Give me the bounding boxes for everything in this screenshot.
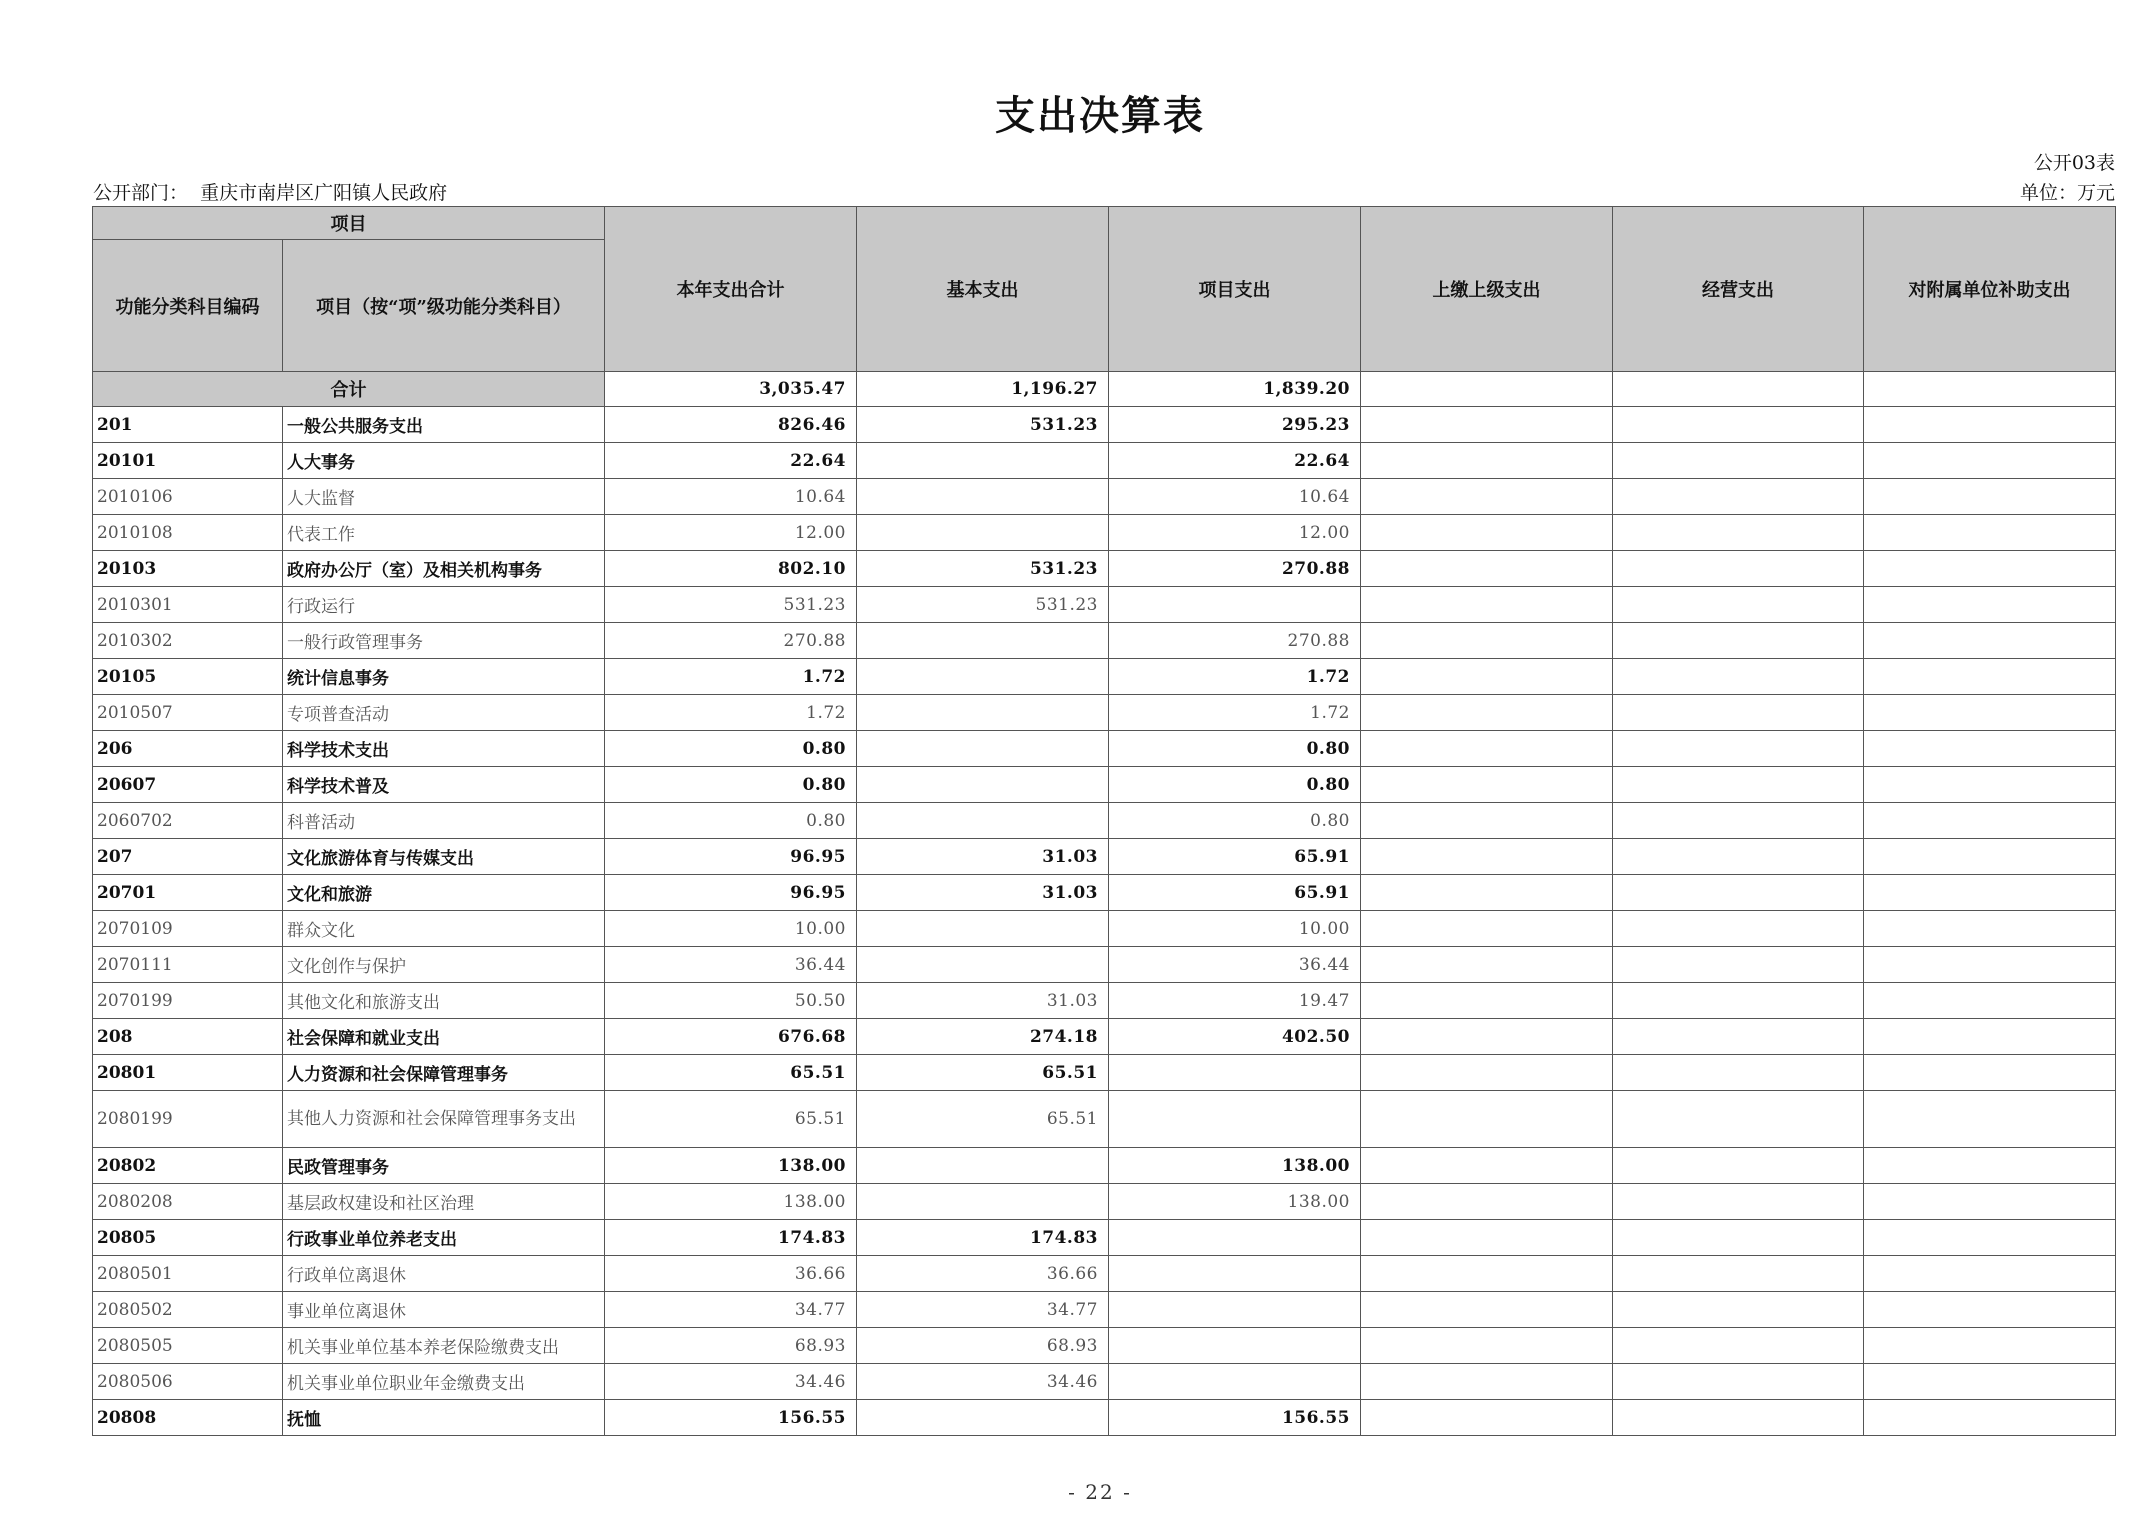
table-row <box>93 1292 2116 1328</box>
table-row <box>93 623 2116 659</box>
total-cell: 0.80 <box>605 767 857 803</box>
project-cell: 36.44 <box>1109 947 1361 983</box>
total-cell: 174.83 <box>605 1220 857 1256</box>
code-cell: 2080199 <box>93 1091 283 1148</box>
upper-cell <box>1361 911 1613 947</box>
total-cell: 676.68 <box>605 1019 857 1055</box>
total-cell-total: 3,035.47 <box>605 372 857 407</box>
business-cell <box>1613 407 1864 443</box>
name-cell: 社会保障和就业支出 <box>283 1019 605 1055</box>
subsidy-cell <box>1864 479 2116 515</box>
name-cell: 政府办公厅（室）及相关机构事务 <box>283 551 605 587</box>
header-subsidy: 对附属单位补助支出 <box>1864 207 2116 372</box>
header-code: 功能分类科目编码 <box>93 240 283 372</box>
subsidy-cell <box>1864 803 2116 839</box>
table-row <box>93 1148 2116 1184</box>
basic-cell: 31.03 <box>857 839 1109 875</box>
header-project: 项目 <box>93 207 605 240</box>
table-body <box>93 372 2116 1436</box>
table-row <box>93 875 2116 911</box>
upper-cell <box>1361 443 1613 479</box>
header-upper: 上缴上级支出 <box>1361 207 1613 372</box>
total-cell: 1.72 <box>605 695 857 731</box>
upper-cell <box>1361 551 1613 587</box>
business-cell <box>1613 767 1864 803</box>
name-cell: 科学技术普及 <box>283 767 605 803</box>
basic-cell <box>857 443 1109 479</box>
business-cell <box>1613 1148 1864 1184</box>
table-row <box>93 659 2116 695</box>
business-cell <box>1613 1400 1864 1436</box>
page-number: - 22 - <box>1068 1480 1132 1504</box>
business-cell <box>1613 1220 1864 1256</box>
project-cell: 10.64 <box>1109 479 1361 515</box>
name-cell: 抚恤 <box>283 1400 605 1436</box>
business-cell <box>1613 911 1864 947</box>
table-row <box>93 479 2116 515</box>
name-cell: 文化和旅游 <box>283 875 605 911</box>
name-cell: 行政事业单位养老支出 <box>283 1220 605 1256</box>
total-cell: 10.00 <box>605 911 857 947</box>
total-cell: 96.95 <box>605 875 857 911</box>
table-row <box>93 911 2116 947</box>
total-cell: 270.88 <box>605 623 857 659</box>
name-cell: 人大监督 <box>283 479 605 515</box>
basic-cell <box>857 479 1109 515</box>
basic-cell: 65.51 <box>857 1055 1109 1091</box>
business-cell <box>1613 443 1864 479</box>
total-cell: 138.00 <box>605 1184 857 1220</box>
upper-cell <box>1361 1091 1613 1148</box>
project-cell <box>1109 1055 1361 1091</box>
name-cell: 文化旅游体育与传媒支出 <box>283 839 605 875</box>
page-title: 支出决算表 <box>995 92 1205 139</box>
table-row <box>93 1328 2116 1364</box>
total-cell: 50.50 <box>605 983 857 1019</box>
code-cell: 20805 <box>93 1220 283 1256</box>
subsidy-cell <box>1864 947 2116 983</box>
upper-cell <box>1361 1148 1613 1184</box>
name-cell: 一般行政管理事务 <box>283 623 605 659</box>
name-cell: 代表工作 <box>283 515 605 551</box>
code-cell: 2070199 <box>93 983 283 1019</box>
project-cell <box>1109 1220 1361 1256</box>
name-cell: 科普活动 <box>283 803 605 839</box>
name-cell: 其他人力资源和社会保障管理事务支出 <box>283 1091 605 1148</box>
name-cell: 机关事业单位职业年金缴费支出 <box>283 1364 605 1400</box>
header-business: 经营支出 <box>1613 207 1864 372</box>
total-cell: 22.64 <box>605 443 857 479</box>
upper-cell <box>1361 515 1613 551</box>
basic-cell: 68.93 <box>857 1328 1109 1364</box>
table-row <box>93 731 2116 767</box>
business-cell <box>1613 515 1864 551</box>
subsidy-cell <box>1864 731 2116 767</box>
header-project-expense: 项目支出 <box>1109 207 1361 372</box>
subsidy-cell <box>1864 1364 2116 1400</box>
project-cell: 65.91 <box>1109 839 1361 875</box>
subsidy-cell <box>1864 1220 2116 1256</box>
name-cell: 行政单位离退休 <box>283 1256 605 1292</box>
code-cell: 20801 <box>93 1055 283 1091</box>
header-basic: 基本支出 <box>857 207 1109 372</box>
basic-cell <box>857 1184 1109 1220</box>
business-cell <box>1613 1184 1864 1220</box>
code-cell: 2080208 <box>93 1184 283 1220</box>
name-cell: 机关事业单位基本养老保险缴费支出 <box>283 1328 605 1364</box>
subsidy-cell <box>1864 695 2116 731</box>
project-cell: 270.88 <box>1109 551 1361 587</box>
code-cell: 2010507 <box>93 695 283 731</box>
business-cell <box>1613 1091 1864 1148</box>
business-cell <box>1613 623 1864 659</box>
project-cell: 402.50 <box>1109 1019 1361 1055</box>
name-cell: 其他文化和旅游支出 <box>283 983 605 1019</box>
total-cell: 0.80 <box>605 731 857 767</box>
basic-cell: 531.23 <box>857 551 1109 587</box>
project-cell: 1.72 <box>1109 659 1361 695</box>
total-cell: 10.64 <box>605 479 857 515</box>
upper-cell <box>1361 695 1613 731</box>
subsidy-cell <box>1864 1184 2116 1220</box>
department-line <box>93 178 447 205</box>
code-cell: 20808 <box>93 1400 283 1436</box>
subsidy-cell <box>1864 1256 2116 1292</box>
total-cell: 156.55 <box>605 1400 857 1436</box>
header-name: 项目（按“项”级功能分类科目） <box>283 240 605 372</box>
upper-cell <box>1361 767 1613 803</box>
business-cell <box>1613 803 1864 839</box>
name-cell: 文化创作与保护 <box>283 947 605 983</box>
project-cell <box>1109 1091 1361 1148</box>
code-cell: 20105 <box>93 659 283 695</box>
project-cell: 0.80 <box>1109 803 1361 839</box>
project-cell <box>1109 1256 1361 1292</box>
basic-cell: 34.46 <box>857 1364 1109 1400</box>
business-cell <box>1613 551 1864 587</box>
business-cell <box>1613 479 1864 515</box>
total-cell: 12.00 <box>605 515 857 551</box>
business-cell <box>1613 695 1864 731</box>
department-label: 公开部门： <box>93 182 189 204</box>
basic-cell: 531.23 <box>857 587 1109 623</box>
project-cell <box>1109 1292 1361 1328</box>
code-cell: 20101 <box>93 443 283 479</box>
project-cell: 295.23 <box>1109 407 1361 443</box>
business-cell <box>1613 1055 1864 1091</box>
name-cell: 人力资源和社会保障管理事务 <box>283 1055 605 1091</box>
total-cell-basic: 1,196.27 <box>857 372 1109 407</box>
code-cell: 2010302 <box>93 623 283 659</box>
table-row <box>93 767 2116 803</box>
code-cell: 2060702 <box>93 803 283 839</box>
business-cell <box>1613 1256 1864 1292</box>
name-cell: 事业单位离退休 <box>283 1292 605 1328</box>
subsidy-cell <box>1864 875 2116 911</box>
subsidy-cell <box>1864 515 2116 551</box>
basic-cell <box>857 731 1109 767</box>
subsidy-cell <box>1864 839 2116 875</box>
code-cell: 208 <box>93 1019 283 1055</box>
subsidy-cell <box>1864 1400 2116 1436</box>
upper-cell <box>1361 1019 1613 1055</box>
total-cell-project: 1,839.20 <box>1109 372 1361 407</box>
subsidy-cell <box>1864 659 2116 695</box>
total-row <box>93 372 2116 407</box>
subsidy-cell <box>1864 767 2116 803</box>
business-cell <box>1613 731 1864 767</box>
name-cell: 人大事务 <box>283 443 605 479</box>
table-row <box>93 1400 2116 1436</box>
total-cell: 36.44 <box>605 947 857 983</box>
upper-cell <box>1361 875 1613 911</box>
basic-cell: 36.66 <box>857 1256 1109 1292</box>
subsidy-cell <box>1864 1148 2116 1184</box>
table-row <box>93 515 2116 551</box>
subsidy-cell <box>1864 1328 2116 1364</box>
table-row <box>93 1055 2116 1091</box>
subsidy-cell <box>1864 911 2116 947</box>
code-cell: 20607 <box>93 767 283 803</box>
code-cell: 2070109 <box>93 911 283 947</box>
code-cell: 20802 <box>93 1148 283 1184</box>
table-row <box>93 587 2116 623</box>
expenditure-table <box>92 206 2116 1436</box>
subsidy-cell <box>1864 587 2116 623</box>
subsidy-cell <box>1864 1292 2116 1328</box>
table-row <box>93 407 2116 443</box>
upper-cell <box>1361 839 1613 875</box>
upper-cell <box>1361 731 1613 767</box>
project-cell: 19.47 <box>1109 983 1361 1019</box>
basic-cell <box>857 623 1109 659</box>
table-row <box>93 803 2116 839</box>
table-row <box>93 695 2116 731</box>
total-cell: 1.72 <box>605 659 857 695</box>
upper-cell <box>1361 587 1613 623</box>
table-row <box>93 1091 2116 1148</box>
business-cell <box>1613 1364 1864 1400</box>
business-cell <box>1613 1328 1864 1364</box>
table-row <box>93 839 2116 875</box>
table-row <box>93 947 2116 983</box>
code-cell: 2010108 <box>93 515 283 551</box>
basic-cell <box>857 911 1109 947</box>
subsidy-cell <box>1864 407 2116 443</box>
code-cell: 206 <box>93 731 283 767</box>
subsidy-cell <box>1864 1091 2116 1148</box>
code-cell: 207 <box>93 839 283 875</box>
table-row <box>93 443 2116 479</box>
upper-cell <box>1361 659 1613 695</box>
subsidy-cell <box>1864 1055 2116 1091</box>
name-cell: 群众文化 <box>283 911 605 947</box>
upper-cell <box>1361 1364 1613 1400</box>
basic-cell <box>857 1148 1109 1184</box>
code-cell: 201 <box>93 407 283 443</box>
code-cell: 20103 <box>93 551 283 587</box>
project-cell: 1.72 <box>1109 695 1361 731</box>
basic-cell <box>857 803 1109 839</box>
table-row <box>93 1256 2116 1292</box>
project-cell <box>1109 1328 1361 1364</box>
subsidy-cell <box>1864 551 2116 587</box>
upper-cell <box>1361 1055 1613 1091</box>
name-cell: 行政运行 <box>283 587 605 623</box>
upper-cell <box>1361 407 1613 443</box>
project-cell: 138.00 <box>1109 1184 1361 1220</box>
total-cell: 531.23 <box>605 587 857 623</box>
total-cell: 65.51 <box>605 1055 857 1091</box>
table-row <box>93 1364 2116 1400</box>
total-cell: 0.80 <box>605 803 857 839</box>
upper-cell <box>1361 479 1613 515</box>
basic-cell: 174.83 <box>857 1220 1109 1256</box>
code-cell: 2080502 <box>93 1292 283 1328</box>
upper-cell <box>1361 623 1613 659</box>
name-cell: 民政管理事务 <box>283 1148 605 1184</box>
name-cell: 基层政权建设和社区治理 <box>283 1184 605 1220</box>
business-cell <box>1613 983 1864 1019</box>
form-number: 公开03表 <box>2033 152 2115 174</box>
project-cell <box>1109 1364 1361 1400</box>
basic-cell: 31.03 <box>857 875 1109 911</box>
total-label: 合计 <box>93 372 605 407</box>
total-cell: 68.93 <box>605 1328 857 1364</box>
upper-cell <box>1361 1184 1613 1220</box>
project-cell: 0.80 <box>1109 731 1361 767</box>
basic-cell: 31.03 <box>857 983 1109 1019</box>
subsidy-cell <box>1864 443 2116 479</box>
name-cell: 一般公共服务支出 <box>283 407 605 443</box>
project-cell: 138.00 <box>1109 1148 1361 1184</box>
subsidy-cell <box>1864 1019 2116 1055</box>
business-cell <box>1613 875 1864 911</box>
project-cell: 10.00 <box>1109 911 1361 947</box>
total-cell-upper <box>1361 372 1613 407</box>
basic-cell <box>857 947 1109 983</box>
project-cell: 0.80 <box>1109 767 1361 803</box>
subsidy-cell <box>1864 623 2116 659</box>
table-row <box>93 551 2116 587</box>
basic-cell <box>857 515 1109 551</box>
upper-cell <box>1361 947 1613 983</box>
total-cell-business <box>1613 372 1864 407</box>
table-row <box>93 983 2116 1019</box>
basic-cell <box>857 695 1109 731</box>
code-cell: 2010106 <box>93 479 283 515</box>
project-cell: 12.00 <box>1109 515 1361 551</box>
table-row <box>93 1019 2116 1055</box>
table-row <box>93 1184 2116 1220</box>
business-cell <box>1613 1019 1864 1055</box>
upper-cell <box>1361 1256 1613 1292</box>
total-cell: 138.00 <box>605 1148 857 1184</box>
business-cell <box>1613 947 1864 983</box>
project-cell: 270.88 <box>1109 623 1361 659</box>
table-row <box>93 1220 2116 1256</box>
code-cell: 2010301 <box>93 587 283 623</box>
total-cell: 96.95 <box>605 839 857 875</box>
total-cell: 34.46 <box>605 1364 857 1400</box>
upper-cell <box>1361 983 1613 1019</box>
upper-cell <box>1361 1400 1613 1436</box>
project-cell: 65.91 <box>1109 875 1361 911</box>
header-total: 本年支出合计 <box>605 207 857 372</box>
project-cell: 156.55 <box>1109 1400 1361 1436</box>
upper-cell <box>1361 803 1613 839</box>
total-cell-subsidy <box>1864 372 2116 407</box>
name-cell: 专项普查活动 <box>283 695 605 731</box>
basic-cell <box>857 1400 1109 1436</box>
project-cell <box>1109 587 1361 623</box>
unit-label: 单位：万元 <box>2019 182 2115 204</box>
subsidy-cell <box>1864 983 2116 1019</box>
upper-cell <box>1361 1220 1613 1256</box>
code-cell: 2080506 <box>93 1364 283 1400</box>
basic-cell <box>857 659 1109 695</box>
basic-cell: 65.51 <box>857 1091 1109 1148</box>
total-cell: 34.77 <box>605 1292 857 1328</box>
basic-cell: 34.77 <box>857 1292 1109 1328</box>
basic-cell <box>857 767 1109 803</box>
business-cell <box>1613 659 1864 695</box>
basic-cell: 531.23 <box>857 407 1109 443</box>
code-cell: 2070111 <box>93 947 283 983</box>
name-cell: 科学技术支出 <box>283 731 605 767</box>
code-cell: 20701 <box>93 875 283 911</box>
business-cell <box>1613 587 1864 623</box>
business-cell <box>1613 1292 1864 1328</box>
name-cell: 统计信息事务 <box>283 659 605 695</box>
total-cell: 802.10 <box>605 551 857 587</box>
total-cell: 826.46 <box>605 407 857 443</box>
total-cell: 36.66 <box>605 1256 857 1292</box>
basic-cell: 274.18 <box>857 1019 1109 1055</box>
total-cell: 65.51 <box>605 1091 857 1148</box>
upper-cell <box>1361 1292 1613 1328</box>
code-cell: 2080505 <box>93 1328 283 1364</box>
upper-cell <box>1361 1328 1613 1364</box>
code-cell: 2080501 <box>93 1256 283 1292</box>
business-cell <box>1613 839 1864 875</box>
project-cell: 22.64 <box>1109 443 1361 479</box>
department-name: 重庆市南岸区广阳镇人民政府 <box>200 182 448 204</box>
